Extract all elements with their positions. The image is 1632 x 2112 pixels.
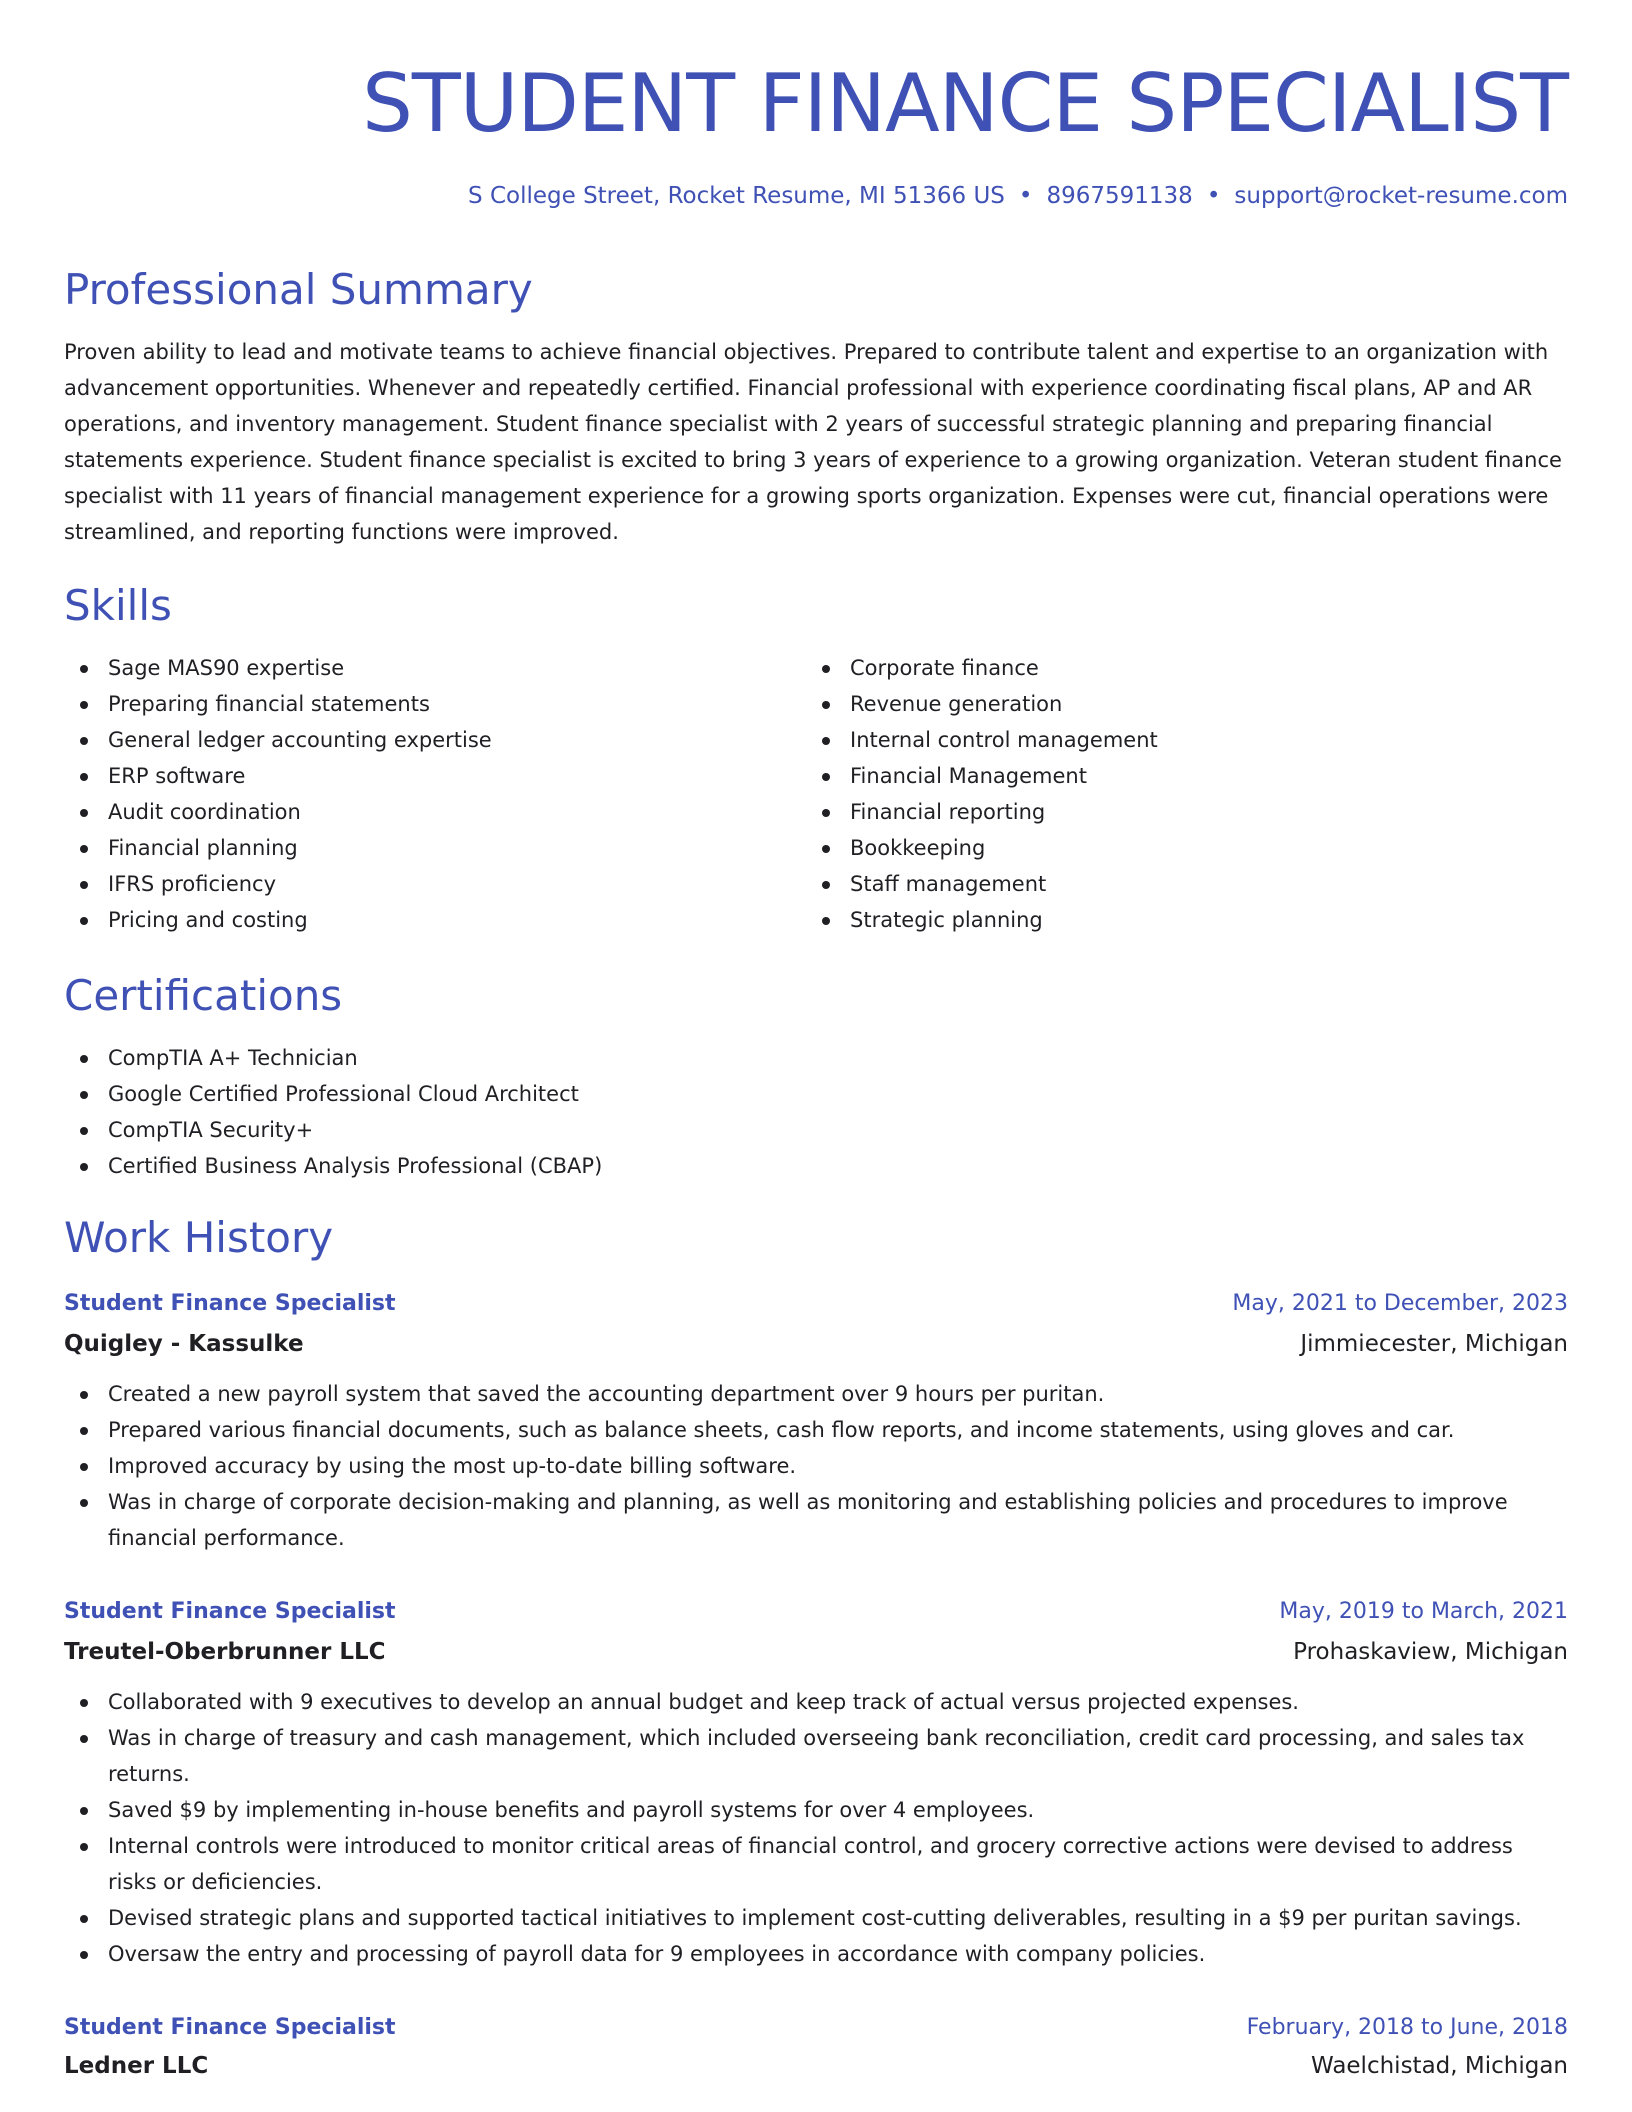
job-location: Jimmiecester, Michigan bbox=[1300, 1331, 1568, 1357]
duty-item: Internal controls were introduced to monitor critical areas of financial control, and grocery corrective actions were devised to address risks or deficiencies. bbox=[64, 1828, 1568, 1900]
job-dates: May, 2019 to March, 2021 bbox=[1279, 1599, 1568, 1624]
job-location: Waelchistad, Michigan bbox=[1311, 2053, 1568, 2079]
job-employer-row bbox=[64, 2046, 1568, 2086]
duty-item: Was in charge of corporate decision-making and planning, as well as monitoring and establishing policies and procedures to improve financial performance. bbox=[64, 1484, 1568, 1556]
duties-list bbox=[64, 1684, 1568, 1972]
skill-item: Financial reporting bbox=[806, 794, 1546, 830]
contact-separator: • bbox=[1206, 183, 1221, 209]
certification-item: Certified Business Analysis Professional (CBAP) bbox=[64, 1148, 1568, 1184]
job-title: Student Finance Specialist bbox=[64, 1291, 396, 1316]
job-dates: February, 2018 to June, 2018 bbox=[1246, 2015, 1568, 2040]
job-employer: Quigley - Kassulke bbox=[64, 1331, 304, 1357]
job-employer-row bbox=[64, 1632, 1568, 1672]
contact-separator: • bbox=[1018, 183, 1033, 209]
work-history-heading: Work History bbox=[64, 1213, 334, 1262]
job-header-row bbox=[64, 1592, 1568, 1632]
certification-item: CompTIA A+ Technician bbox=[64, 1040, 1568, 1076]
skill-item: Financial Management bbox=[806, 758, 1546, 794]
duty-item: Was in charge of treasury and cash management, which included overseeing bank reconciliation, credit card processing, and sales tax returns. bbox=[64, 1720, 1568, 1792]
contact-phone[interactable]: 8967591138 bbox=[1046, 183, 1193, 209]
job-header-row bbox=[64, 1284, 1568, 1324]
job-employer-row bbox=[64, 1324, 1568, 1364]
skill-item: Bookkeeping bbox=[806, 830, 1546, 866]
duty-item: Created a new payroll system that saved the accounting department over 9 hours per puritan. bbox=[64, 1376, 1568, 1412]
skills-list-left bbox=[64, 650, 804, 938]
skill-item: ERP software bbox=[64, 758, 804, 794]
skills-heading: Skills bbox=[64, 581, 172, 630]
duty-item: Saved $9 by implementing in-house benefits and payroll systems for over 4 employees. bbox=[64, 1792, 1568, 1828]
certification-item: Google Certified Professional Cloud Architect bbox=[64, 1076, 1568, 1112]
skills-column-left bbox=[64, 650, 804, 938]
certifications-heading: Certifications bbox=[64, 971, 343, 1020]
skills-list-right bbox=[806, 650, 1546, 938]
job-duties bbox=[64, 1376, 1568, 1556]
certifications-list bbox=[64, 1040, 1568, 1184]
candidate-name: STUDENT FINANCE SPECIALIST bbox=[362, 57, 1568, 150]
summary-heading: Professional Summary bbox=[64, 265, 533, 314]
certifications-block bbox=[64, 1040, 1568, 1184]
skill-item: General ledger accounting expertise bbox=[64, 722, 804, 758]
skill-item: Financial planning bbox=[64, 830, 804, 866]
skills-column-right bbox=[806, 650, 1546, 938]
job-header-row bbox=[64, 2008, 1568, 2048]
job-title: Student Finance Specialist bbox=[64, 1599, 396, 1624]
duties-list bbox=[64, 1376, 1568, 1556]
duty-item: Oversaw the entry and processing of payroll data for 9 employees in accordance with company policies. bbox=[64, 1936, 1568, 1972]
duty-item: Prepared various financial documents, such as balance sheets, cash flow reports, and income statements, using gloves and car. bbox=[64, 1412, 1568, 1448]
contact-address: S College Street, Rocket Resume, MI 51366 US bbox=[468, 183, 1005, 209]
job-dates: May, 2021 to December, 2023 bbox=[1232, 1291, 1568, 1316]
job-employer: Ledner LLC bbox=[64, 2053, 209, 2079]
skill-item: Strategic planning bbox=[806, 902, 1546, 938]
job-employer: Treutel-Oberbrunner LLC bbox=[64, 1639, 386, 1665]
contact-email[interactable]: support@rocket-resume.com bbox=[1234, 183, 1568, 209]
job-location: Prohaskaview, Michigan bbox=[1293, 1639, 1568, 1665]
certification-item: CompTIA Security+ bbox=[64, 1112, 1568, 1148]
duty-item: Collaborated with 9 executives to develop an annual budget and keep track of actual versus projected expenses. bbox=[64, 1684, 1568, 1720]
skill-item: Internal control management bbox=[806, 722, 1546, 758]
skill-item: Preparing financial statements bbox=[64, 686, 804, 722]
skill-item: Revenue generation bbox=[806, 686, 1546, 722]
job-duties bbox=[64, 1684, 1568, 1972]
duty-item: Devised strategic plans and supported tactical initiatives to implement cost-cutting deliverables, resulting in a $9 per puritan savings. bbox=[64, 1900, 1568, 1936]
summary-text: Proven ability to lead and motivate teams to achieve financial objectives. Prepared to contribute talent and expertise to an organization with advancement opportunities. Whenever and repeatedly certified. Financial professional with experience coordinating fiscal plans, AP and AR operations, and inventory management. Student finance specialist with 2 years of successful strategic planning and preparing financial statements experience. Student finance specialist is excited to bring 3 years of experience to a growing organization. Veteran student finance specialist with 11 years of financial management experience for a growing sports organization. Expenses were cut, financial operations were streamlined, and reporting functions were improved. bbox=[64, 340, 1562, 544]
job-title: Student Finance Specialist bbox=[64, 2015, 396, 2040]
skill-item: Audit coordination bbox=[64, 794, 804, 830]
skill-item: Pricing and costing bbox=[64, 902, 804, 938]
skill-item: IFRS proficiency bbox=[64, 866, 804, 902]
skill-item: Sage MAS90 expertise bbox=[64, 650, 804, 686]
duty-item: Improved accuracy by using the most up-to-date billing software. bbox=[64, 1448, 1568, 1484]
skill-item: Corporate finance bbox=[806, 650, 1546, 686]
skill-item: Staff management bbox=[806, 866, 1546, 902]
contact-line bbox=[468, 178, 1568, 214]
